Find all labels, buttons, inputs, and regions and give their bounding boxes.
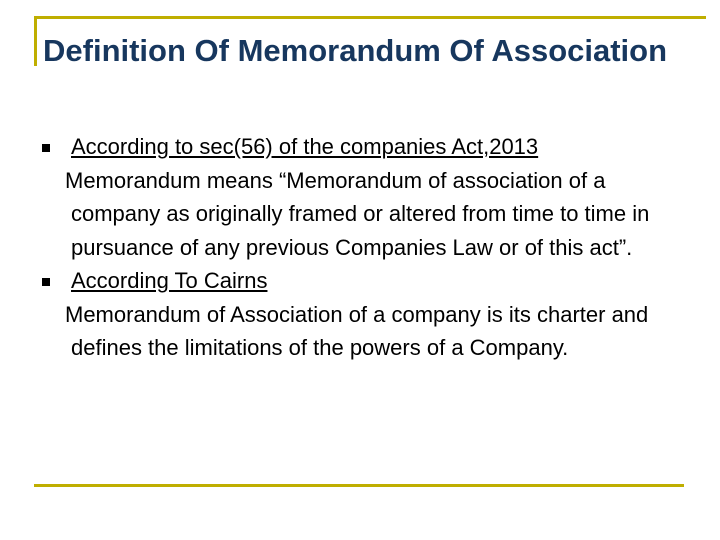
item-heading: According to sec(56) of the companies Act,2013 — [71, 134, 539, 159]
bottom-accent-rule — [34, 484, 684, 487]
slide-title: Definition Of Memorandum Of Association — [43, 33, 668, 68]
list-item — [40, 264, 690, 365]
left-accent-rule — [34, 16, 37, 66]
list-item — [40, 130, 690, 264]
square-bullet-icon — [42, 144, 50, 152]
item-text: Memorandum means “Memorandum of association of a company as originally framed or altered from time to time in pursuance of any previous Companies Law or of this act”. — [65, 167, 650, 260]
content-body — [40, 130, 690, 365]
item-text: Memorandum of Association of a company is its charter and defines the limitations of the powers of a Company. — [65, 301, 649, 360]
item-heading: According To Cairns — [71, 268, 268, 293]
square-bullet-icon — [42, 278, 50, 286]
top-accent-rule — [34, 16, 706, 19]
